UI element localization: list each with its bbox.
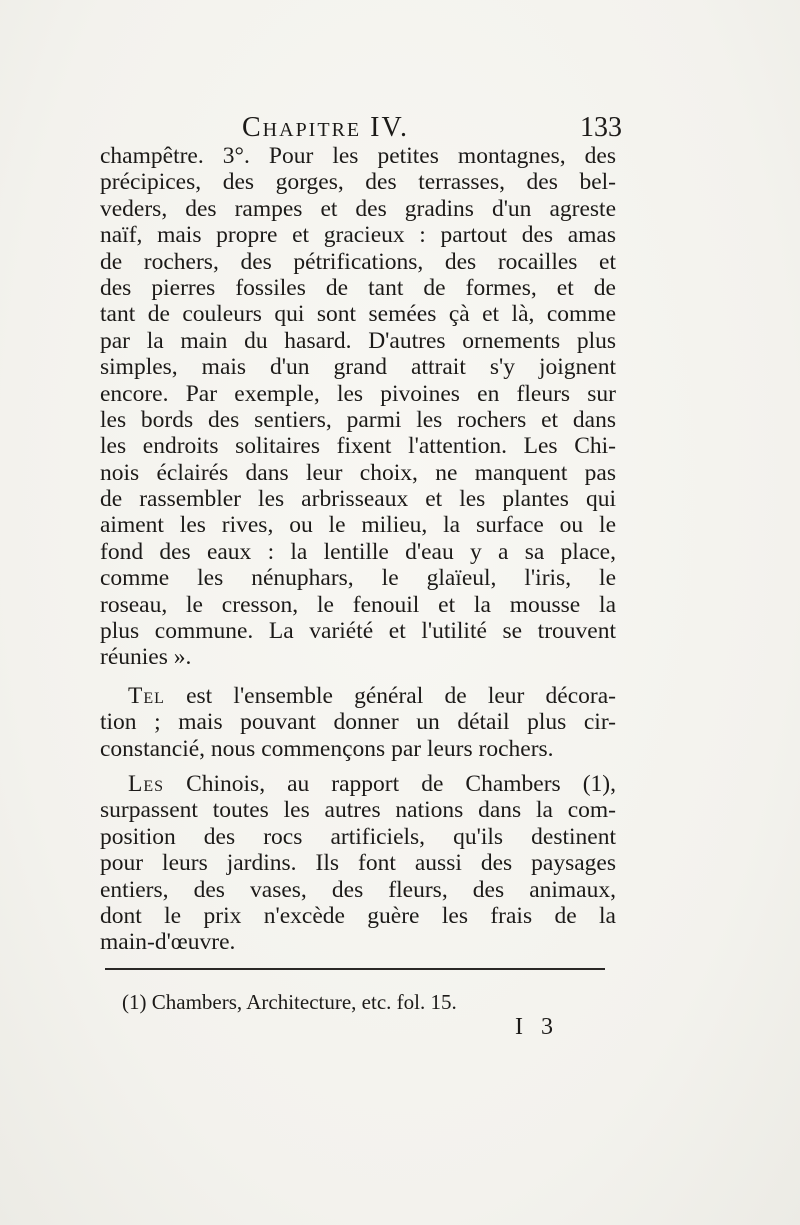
paragraph-lead-word: Les xyxy=(128,771,165,797)
text-line: comme les nénuphars, le glaïeul, l'iris, le xyxy=(100,565,616,592)
text-line: constancié, nous commençons par leurs rochers. xyxy=(100,735,554,762)
footnote-rule xyxy=(105,968,605,970)
chapter-title: Chapitre IV. xyxy=(242,112,410,143)
text-line: tant de couleurs qui sont semées çà et là, comme xyxy=(100,301,616,328)
text-line: les bords des sentiers, parmi les rochers et dans xyxy=(100,406,616,433)
text-line: main-d'œuvre. xyxy=(100,929,236,956)
text-line: naïf, mais propre et gracieux : partout des amas xyxy=(100,222,616,249)
text-line: aiment les rives, ou le milieu, la surface ou le xyxy=(100,512,616,539)
text-fragment: Chinois, au rapport de Chambers (1), xyxy=(186,771,616,797)
text-line: champêtre. 3°. Pour les petites montagnes, des xyxy=(100,143,616,169)
text-line: précipices, des gorges, des terrasses, des bel- xyxy=(100,169,616,196)
running-head xyxy=(102,112,622,146)
text-line xyxy=(100,683,616,709)
text-line: des pierres fossiles de tant de formes, et de xyxy=(100,274,616,301)
text-line: nois éclairés dans leur choix, ne manquent pas xyxy=(100,459,616,486)
page-number: 133 xyxy=(580,112,622,143)
text-line: simples, mais d'un grand attrait s'y joignent xyxy=(100,354,616,381)
text-line: dont le prix n'excède guère les frais de la xyxy=(100,902,616,929)
text-line: de rochers, des pétrifications, des rocailles et xyxy=(100,248,616,275)
text-line: entiers, des vases, des fleurs, des animaux, xyxy=(100,876,616,903)
paragraph-1 xyxy=(100,143,616,671)
paragraph-lead-word: Tel xyxy=(128,683,165,709)
text-line: veders, des rampes et des gradins d'un agreste xyxy=(100,195,616,222)
signature-mark: I 3 xyxy=(515,1014,559,1040)
text-line: surpassent toutes les autres nations dans la com- xyxy=(100,797,616,824)
text-line: tion ; mais pouvant donner un détail plus cir- xyxy=(100,709,616,736)
text-line: roseau, le cresson, le fenouil et la mousse la xyxy=(100,591,616,618)
text-line: pour leurs jardins. Ils font aussi des paysages xyxy=(100,850,616,877)
footnote: (1) Chambers, Architecture, etc. fol. 15. xyxy=(122,990,457,1014)
text-line: plus commune. La variété et l'utilité se trouvent xyxy=(100,618,616,645)
text-line: réunies ». xyxy=(100,644,192,671)
text-line: les endroits solitaires fixent l'attention. Les Chi- xyxy=(100,433,616,460)
text-line: fond des eaux : la lentille d'eau y a sa place, xyxy=(100,538,616,565)
text-line xyxy=(100,771,616,797)
text-line: par la main du hasard. D'autres ornements plus xyxy=(100,327,616,354)
paragraph-2 xyxy=(100,683,616,762)
text-line: encore. Par exemple, les pivoines en fleurs sur xyxy=(100,380,616,407)
text-line: position des rocs artificiels, qu'ils destinent xyxy=(100,823,616,850)
text-fragment: est l'ensemble général de leur décora- xyxy=(186,683,617,709)
paragraph-3 xyxy=(100,771,616,956)
text-line: de rassembler les arbrisseaux et les plantes qui xyxy=(100,486,616,513)
